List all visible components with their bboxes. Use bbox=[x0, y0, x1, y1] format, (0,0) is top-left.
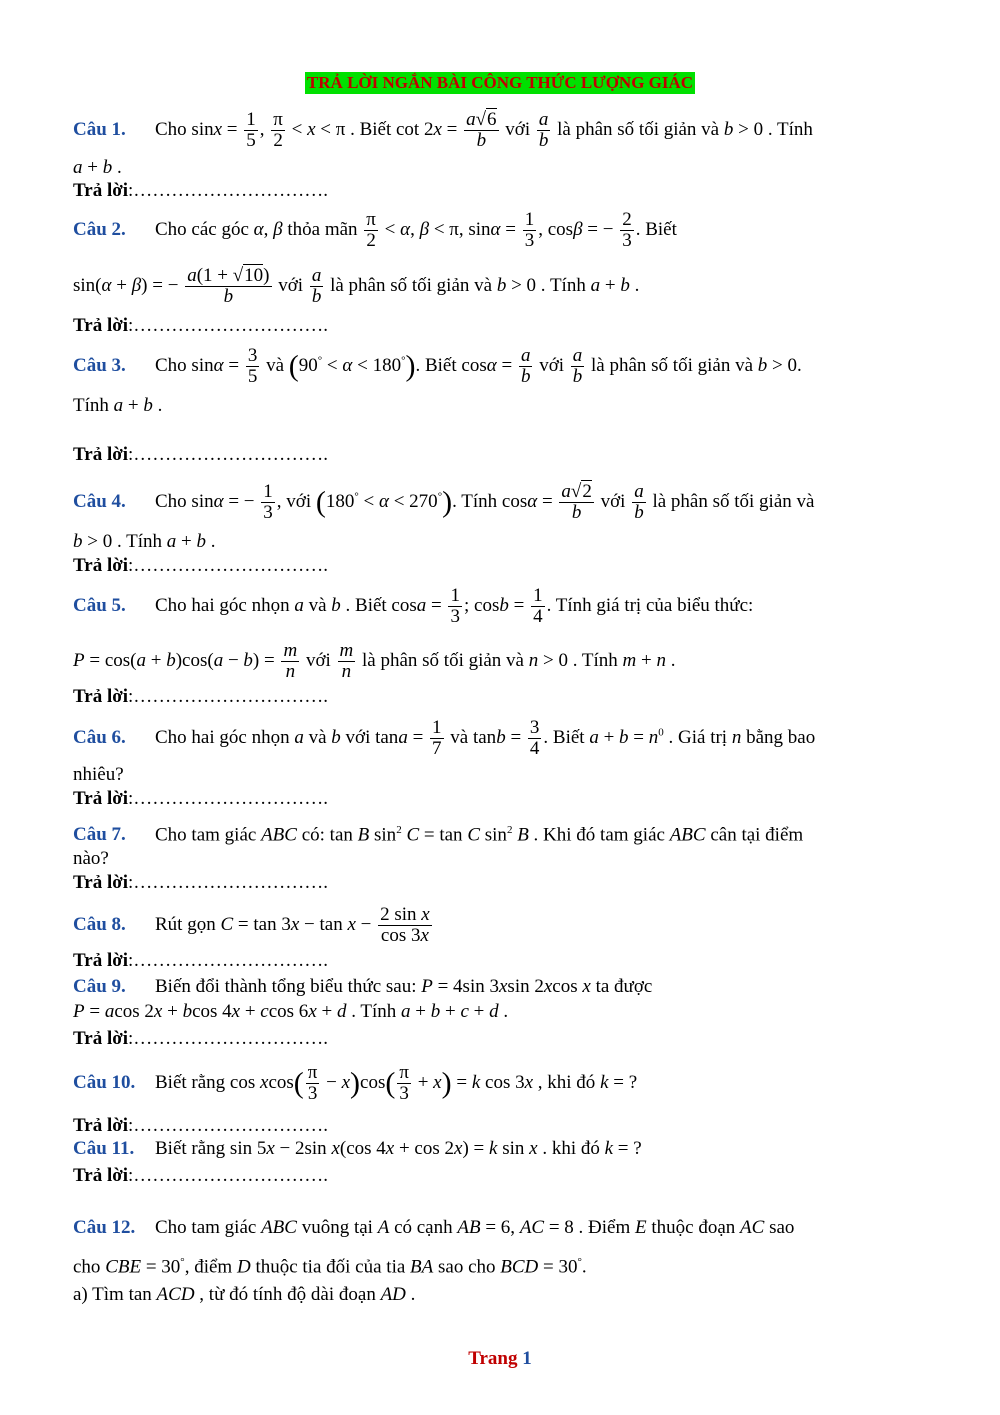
question-6-cont: nhiêu? bbox=[73, 764, 124, 785]
question-10: Câu 10. Biết rằng cos xcos( $\frac{\pi}{3}$ − x)cos( $\frac{\pi}{3}$ + x) = k cos 3x , khi đó k = ? bbox=[73, 1062, 638, 1104]
question-5: Câu 5. Cho hai góc nhọn a và b . Biết cosa = $\frac{1}{3}$ ; cosb = $\frac{1}{4}$ . Tính giá trị của biểu thức: bbox=[73, 585, 754, 627]
answer-line-1[interactable]: Trả lời:…………………………. bbox=[73, 180, 329, 201]
question-label: Câu 5. bbox=[73, 594, 126, 616]
question-label: Câu 4. bbox=[73, 490, 126, 512]
question-7: Câu 7. Cho tam giác ABC có: tan B $\sin^2 C = \tan C$ $\sin^2 B$ . Khi đó tam giác ABC cân tại điểm bbox=[73, 824, 804, 846]
answer-line-5[interactable]: Trả lời:…………………………. bbox=[73, 686, 329, 707]
question-1: Câu 1. Cho sinx = $\frac{1}{5}$ , $\frac{\pi}{2}$ < x < π . Biết cot 2x = $\frac{a√6}{b}$ với $\frac{a}{b}$ là phân số tối giản và b > 0 . Tính bbox=[73, 109, 813, 151]
question-label: Câu 1. bbox=[73, 118, 126, 140]
question-2: Câu 2. Cho các góc α, β thỏa mãn $\frac{\pi}{2}$ < α, β < π, sinα = $\frac{1}{3}$ , cosβ = − $\frac{2}{3}$ . Biết bbox=[73, 209, 677, 251]
answer-line-8[interactable]: Trả lời:…………………………. bbox=[73, 950, 329, 971]
footer-page-number: 1 bbox=[522, 1348, 532, 1369]
question-7-cont: nào? bbox=[73, 848, 109, 869]
question-4: Câu 4. Cho sinα = − $\frac{1}{3}$ , với (180° < α < 270°). Tính cosα = $\frac{a√2}{b}$ với $\frac{a}{b}$ là phân số tối giản và bbox=[73, 481, 815, 523]
answer-line-4[interactable]: Trả lời:…………………………. bbox=[73, 555, 329, 576]
question-5-cont: P = cos(a + b)cos(a − b) = $\frac{m}{n}$ với $\frac{m}{n}$ là phân số tối giản và n > 0 . Tính m + n . bbox=[73, 640, 676, 682]
question-11: Câu 11. Biết rằng sin 5x − 2sin x(cos 4x + cos 2x) = k sin x . khi đó k = ? bbox=[73, 1138, 642, 1159]
answer-line-6[interactable]: Trả lời:…………………………. bbox=[73, 788, 329, 809]
footer-word: Trang bbox=[468, 1348, 518, 1369]
question-label: Câu 11. bbox=[73, 1138, 135, 1159]
question-2-cont: sin(α + β) = − $\frac{a(1 + √10)}{b}$ với $\frac{a}{b}$ là phân số tối giản và b > 0 . Tính a + b . bbox=[73, 265, 640, 307]
answer-line-7[interactable]: Trả lời:…………………………. bbox=[73, 872, 329, 893]
question-label: Câu 2. bbox=[73, 218, 126, 240]
question-3-cont: Tính a + b . bbox=[73, 395, 163, 416]
question-12-part-a: a) Tìm tan ACD , từ đó tính độ dài đoạn AD . bbox=[73, 1284, 416, 1305]
answer-line-11[interactable]: Trả lời:…………………………. bbox=[73, 1165, 329, 1186]
question-label: Câu 6. bbox=[73, 726, 126, 748]
question-3: Câu 3. Cho sinα = $\frac{3}{5}$ và (90° < α < 180°). Biết cosα = $\frac{a}{b}$ với $\frac{a}{b}$ là phân số tối giản và b > 0. bbox=[73, 345, 802, 387]
question-9: Câu 9. Biến đổi thành tổng biểu thức sau: P = 4sin 3xsin 2xcos x ta được bbox=[73, 976, 653, 997]
question-label: Câu 3. bbox=[73, 354, 126, 376]
question-label: Câu 8. bbox=[73, 913, 126, 935]
question-label: Câu 7. bbox=[73, 824, 126, 846]
page-footer bbox=[0, 1348, 1000, 1370]
question-12-cont: cho CBE = 30°, điểm D thuộc tia đối của tia BA sao cho BCD = 30°. bbox=[73, 1256, 587, 1278]
answer-line-2[interactable]: Trả lời:…………………………. bbox=[73, 315, 329, 336]
question-label: Câu 10. bbox=[73, 1071, 136, 1093]
question-label: Câu 9. bbox=[73, 976, 126, 997]
answer-line-10[interactable]: Trả lời:…………………………. bbox=[73, 1115, 329, 1136]
answer-line-9[interactable]: Trả lời:…………………………. bbox=[73, 1028, 329, 1049]
question-8: Câu 8. Rút gọn C = tan 3x − tan x − $\frac{\text{2 sin x}}{\cos 3x}$ bbox=[73, 904, 430, 946]
question-4-cont: b > 0 . Tính a + b . bbox=[73, 531, 216, 552]
question-9-cont: P = acos 2x + bcos 4x + ccos 6x + d . Tính a + b + c + d . bbox=[73, 1001, 509, 1022]
question-6: Câu 6. Cho hai góc nhọn a và b với tana = $\frac{1}{7}$ và tanb = $\frac{3}{4}$ . Biết $a + b = n^0$ . Giá trị n bằng bao bbox=[73, 717, 816, 759]
question-1-cont: a + b . bbox=[73, 157, 122, 178]
answer-line-3[interactable]: Trả lời:…………………………. bbox=[73, 444, 329, 465]
question-12: Câu 12. Cho tam giác ABC vuông tại A có cạnh AB = 6, AC = 8 . Điểm E thuộc đoạn AC sao bbox=[73, 1217, 795, 1238]
page-title: TRẢ LỜI NGẮN BÀI CÔNG THỨC LƯỢNG GIÁC bbox=[306, 73, 694, 92]
title-block bbox=[0, 72, 1000, 94]
question-label: Câu 12. bbox=[73, 1217, 136, 1238]
